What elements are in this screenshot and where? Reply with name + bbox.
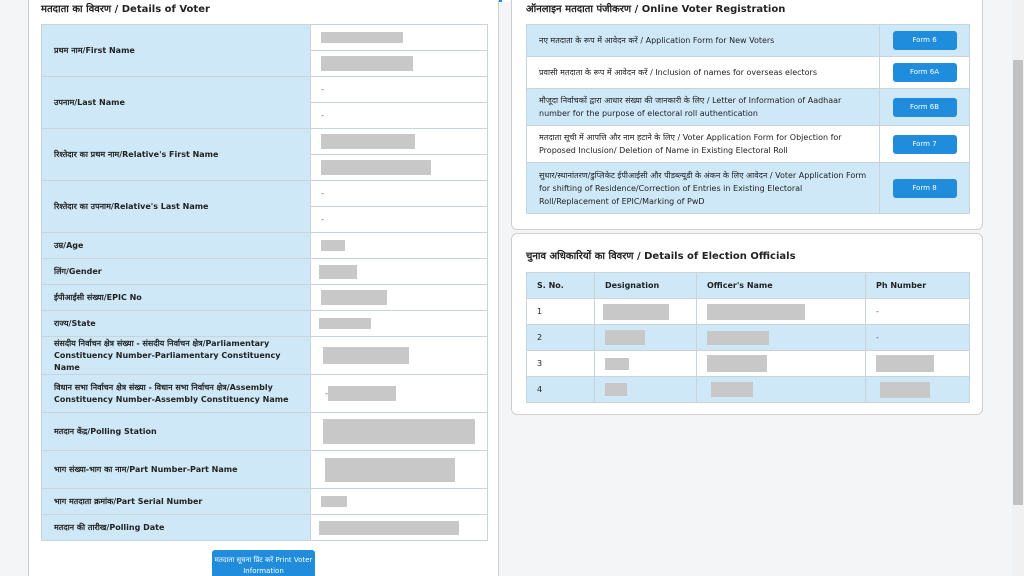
table-row bbox=[42, 259, 488, 285]
redacted-value bbox=[328, 386, 396, 401]
label-polling-station: मतदान केंद्र/Polling Station bbox=[42, 413, 311, 451]
value-epic-no bbox=[311, 285, 488, 311]
empty-value: - bbox=[321, 189, 324, 198]
form-6a-description: प्रवासी मतदाता के रूप में आवेदन करें / Inclusion of names for overseas electors bbox=[527, 57, 880, 89]
registration-forms-table bbox=[526, 24, 970, 214]
sno-cell: 4 bbox=[527, 377, 595, 403]
form-6b-button[interactable]: Form 6B bbox=[893, 98, 957, 117]
label-last-name: उपनाम/Last Name bbox=[42, 77, 311, 129]
header-sno: S. No. bbox=[527, 273, 595, 299]
table-row bbox=[527, 57, 970, 89]
ph-number-cell bbox=[866, 377, 970, 403]
designation-cell bbox=[595, 351, 697, 377]
table-header-row bbox=[527, 273, 970, 299]
election-officials-panel bbox=[511, 233, 983, 415]
empty-value: - bbox=[321, 111, 324, 120]
label-state: राज्य/State bbox=[42, 311, 311, 337]
officer-name-cell bbox=[697, 299, 866, 325]
value-last-name bbox=[311, 77, 488, 103]
table-row bbox=[42, 233, 488, 259]
value-relative-first-name-alt bbox=[311, 155, 488, 181]
redacted-value bbox=[321, 134, 415, 149]
redacted-value bbox=[605, 330, 645, 345]
voter-details-panel bbox=[28, 0, 499, 576]
table-row bbox=[42, 129, 488, 155]
redacted-value bbox=[321, 496, 347, 507]
header-designation: Designation bbox=[595, 273, 697, 299]
table-row bbox=[527, 126, 970, 163]
table-row bbox=[527, 325, 970, 351]
table-row bbox=[42, 515, 488, 541]
form-6a-button[interactable]: Form 6A bbox=[893, 63, 957, 82]
empty-value: - bbox=[876, 333, 879, 342]
table-row bbox=[42, 451, 488, 489]
form-6a-cell bbox=[880, 57, 970, 89]
officer-name-cell bbox=[697, 377, 866, 403]
redacted-value bbox=[325, 458, 455, 482]
table-row bbox=[42, 285, 488, 311]
redacted-value bbox=[880, 382, 930, 398]
page-scrollbar-thumb[interactable] bbox=[1013, 60, 1023, 505]
table-row bbox=[527, 377, 970, 403]
print-voter-information-button[interactable]: मतदाता सूचना प्रिंट करें Print Voter Information bbox=[212, 550, 315, 576]
election-officials-table bbox=[526, 272, 970, 403]
label-age: उम्र/Age bbox=[42, 233, 311, 259]
form-7-cell bbox=[880, 126, 970, 163]
table-row bbox=[42, 181, 488, 207]
online-registration-panel bbox=[511, 0, 983, 230]
value-relative-last-name-alt bbox=[311, 207, 488, 233]
value-parliamentary-constituency bbox=[311, 337, 488, 375]
value-part-serial-number bbox=[311, 489, 488, 515]
value-polling-date bbox=[311, 515, 488, 541]
value-part-number bbox=[311, 451, 488, 489]
sno-cell: 1 bbox=[527, 299, 595, 325]
redacted-value bbox=[707, 304, 805, 320]
redacted-value bbox=[319, 521, 459, 535]
redacted-value bbox=[319, 318, 371, 329]
form-7-button[interactable]: Form 7 bbox=[893, 135, 957, 154]
online-registration-title: ऑनलाइन मतदाता पंजीकरण / Online Voter Registration bbox=[526, 4, 786, 15]
redacted-value bbox=[321, 240, 345, 251]
label-parliamentary-constituency: संसदीय निर्वाचन क्षेत्र संख्या - संसदीय निर्वाचन क्षेत्र/Parliamentary Constituency Number-Parliamentary Constituency Name bbox=[42, 337, 311, 375]
value-relative-first-name bbox=[311, 129, 488, 155]
label-gender: लिंग/Gender bbox=[42, 259, 311, 285]
redacted-value bbox=[321, 290, 387, 305]
form-7-description: मतदाता सूची में आपत्ति और नाम हटाने के लिए / Voter Application Form for Objection for Proposed Inclusion/ Deletion of Name in Existing Electoral Roll bbox=[527, 126, 880, 163]
redacted-value bbox=[321, 160, 431, 175]
election-officials-title: चुनाव अधिकारियों का विवरण / Details of Election Officials bbox=[526, 251, 796, 262]
label-part-number: भाग संख्या-भाग का नाम/Part Number-Part Name bbox=[42, 451, 311, 489]
table-row bbox=[42, 311, 488, 337]
label-part-serial-number: भाग मतदाता क्रमांक/Part Serial Number bbox=[42, 489, 311, 515]
table-row bbox=[42, 375, 488, 413]
officer-name-cell bbox=[697, 351, 866, 377]
table-row bbox=[527, 299, 970, 325]
form-8-button[interactable]: Form 8 bbox=[893, 179, 957, 198]
ph-number-cell bbox=[866, 299, 970, 325]
redacted-value bbox=[876, 355, 934, 372]
label-polling-date: मतदान की तारीख/Polling Date bbox=[42, 515, 311, 541]
redacted-value bbox=[711, 382, 753, 397]
ph-number-cell bbox=[866, 325, 970, 351]
sno-cell: 2 bbox=[527, 325, 595, 351]
empty-value: - bbox=[321, 215, 324, 224]
redacted-value bbox=[323, 347, 409, 364]
redacted-value bbox=[603, 304, 669, 320]
table-row bbox=[42, 413, 488, 451]
table-row bbox=[527, 351, 970, 377]
value-age bbox=[311, 233, 488, 259]
header-ph-number: Ph Number bbox=[866, 273, 970, 299]
form-6b-description: मौजूदा निर्वाचकों द्वारा आधार संख्या की जानकारी के लिए / Letter of Information of Aadhaar number for the purpose of electoral roll authentication bbox=[527, 89, 880, 126]
officer-name-cell bbox=[697, 325, 866, 351]
redacted-value bbox=[707, 355, 767, 372]
form-6b-cell bbox=[880, 89, 970, 126]
form-6-button[interactable]: Form 6 bbox=[893, 31, 957, 50]
value-polling-station bbox=[311, 413, 488, 451]
empty-value: - bbox=[321, 85, 324, 94]
table-row bbox=[42, 25, 488, 51]
table-row bbox=[42, 337, 488, 375]
label-assembly-constituency: विधान सभा निर्वाचन क्षेत्र संख्या - विधान सभा निर्वाचन क्षेत्र/Assembly Constituency Number-Assembly Constituency Name bbox=[42, 375, 311, 413]
label-relative-first-name: रिश्तेदार का प्रथम नाम/Relative's First Name bbox=[42, 129, 311, 181]
redacted-value bbox=[605, 358, 629, 370]
redacted-value bbox=[323, 419, 475, 444]
header-officer-name: Officer's Name bbox=[697, 273, 866, 299]
table-row bbox=[42, 489, 488, 515]
form-8-description: सुधार/स्थानांतरण/डुप्लिकेट ईपीआईसी और पीडब्ल्यूडी के अंकन के लिए आवेदन / Voter Application Form for shifting of Residence/Correction of Entries in Existing Electoral Roll/Replacement of EPIC/Marking of PwD bbox=[527, 163, 880, 214]
form-6-description: नए मतदाता के रूप में आवेदन करें / Application Form for New Voters bbox=[527, 25, 880, 57]
redacted-value bbox=[605, 383, 627, 396]
designation-cell bbox=[595, 325, 697, 351]
redacted-value bbox=[707, 331, 769, 345]
table-row bbox=[42, 77, 488, 103]
value-first-name-alt bbox=[311, 51, 488, 77]
label-relative-last-name: रिश्तेदार का उपनाम/Relative's Last Name bbox=[42, 181, 311, 233]
voter-details-table bbox=[41, 24, 488, 541]
label-epic-no: ईपीआईसी संख्या/EPIC No bbox=[42, 285, 311, 311]
redacted-value bbox=[319, 265, 357, 279]
value-gender bbox=[311, 259, 488, 285]
value-state bbox=[311, 311, 488, 337]
sno-cell: 3 bbox=[527, 351, 595, 377]
value-first-name bbox=[311, 25, 488, 51]
form-8-cell bbox=[880, 163, 970, 214]
table-row bbox=[527, 89, 970, 126]
empty-value: - bbox=[876, 307, 879, 316]
empty-value: - bbox=[325, 389, 328, 398]
label-first-name: प्रथम नाम/First Name bbox=[42, 25, 311, 77]
form-6-cell bbox=[880, 25, 970, 57]
voter-details-title: मतदाता का विवरण / Details of Voter bbox=[41, 4, 210, 15]
designation-cell bbox=[595, 299, 697, 325]
table-row bbox=[527, 163, 970, 214]
value-assembly-constituency bbox=[311, 375, 488, 413]
value-relative-last-name bbox=[311, 181, 488, 207]
redacted-value bbox=[321, 32, 403, 43]
ph-number-cell bbox=[866, 351, 970, 377]
table-row bbox=[527, 25, 970, 57]
value-last-name-alt bbox=[311, 103, 488, 129]
redacted-value bbox=[321, 56, 413, 71]
designation-cell bbox=[595, 377, 697, 403]
